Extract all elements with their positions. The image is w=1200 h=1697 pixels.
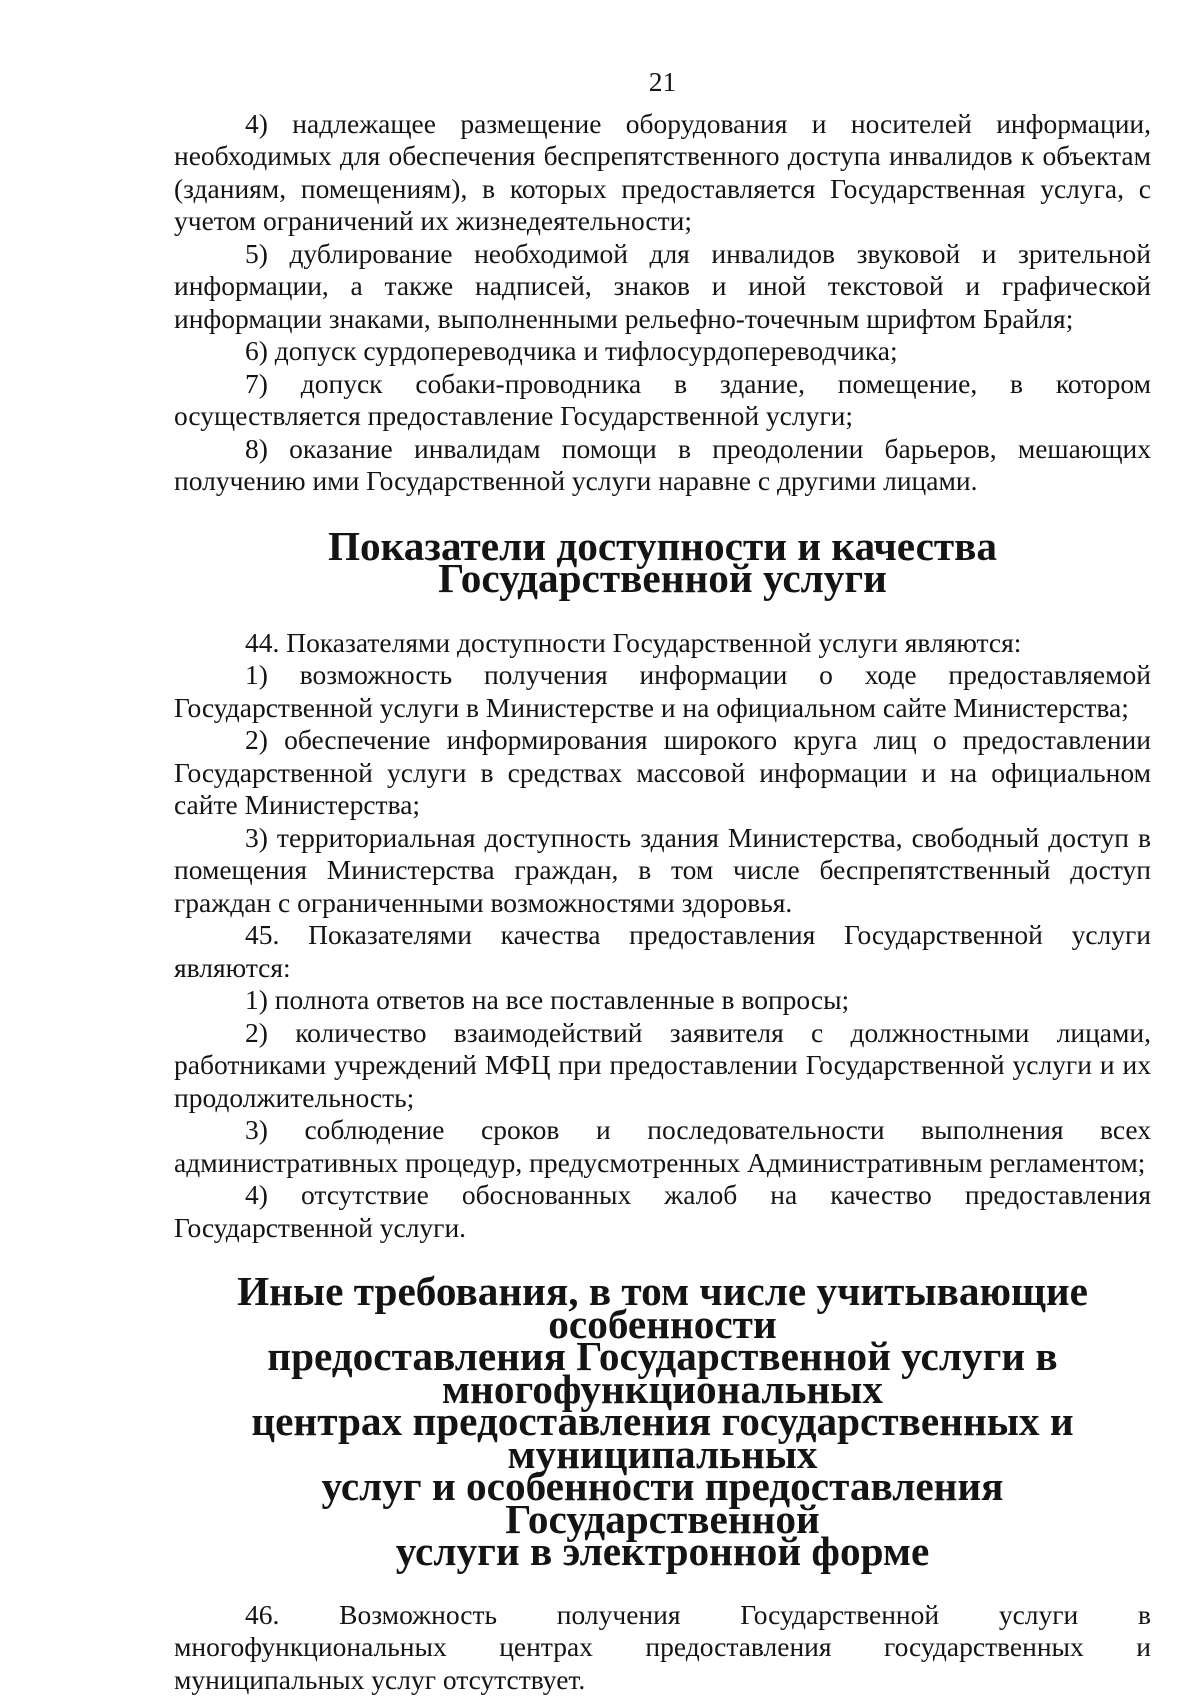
paragraph: 46. Возможность получения Государственной услуги в многофункциональных центрах предоставления государственных и муниципальных услуг отсутствует. (174, 1598, 1151, 1695)
heading-line: центрах предоставления государственных и муниципальных (251, 1398, 1074, 1477)
paragraph: 2) обеспечение информирования широкого круга лиц о предоставлении Государственной услуги в средствах массовой информации и на официальном сайте Министерства; (174, 724, 1151, 820)
paragraph: 7) допуск собаки-проводника в здание, помещение, в котором осуществляется предоставление Государственной услуги; (174, 367, 1151, 431)
paragraph: 8) оказание инвалидам помощи в преодолении барьеров, мешающих получению ими Государственной услуги наравне с другими лицами. (174, 432, 1151, 496)
heading-line: предоставления Государственной услуги в многофункциональных (267, 1333, 1058, 1412)
section-heading-indicators: Показатели доступности и качества Государственной услуги (327, 522, 998, 601)
section-other-requirements (174, 1599, 1151, 1697)
paragraph: 6) допуск сурдопереводчика и тифлосурдопереводчика; (245, 335, 898, 366)
paragraph: 45. Показателями качества предоставления Государственной услуги являются: (174, 919, 1151, 983)
page-number: 21 (648, 66, 677, 97)
paragraph: 3) соблюдение сроков и последовательности выполнения всех административных процедур, предусмотренных Административным регламентом; (174, 1114, 1151, 1178)
paragraph: 5) дублирование необходимой для инвалидов звуковой и зрительной информации, а также надписей, знаков и иной текстовой и графической информации знаками, выполненными рельефно-точечным шрифтом Брайля; (174, 237, 1151, 334)
paragraph: 4) отсутствие обоснованных жалоб на качество предоставления Государственной услуги. (174, 1179, 1151, 1243)
paragraph: 1) возможность получения информации о ходе предоставляемой Государственной услуги в Министерстве и на официальном сайте Министерства; (174, 659, 1151, 723)
section-heading-other-requirements (174, 1268, 1151, 1574)
section-indicators (174, 627, 1151, 1245)
paragraph: 4) надлежащее размещение оборудования и носителей информации, необходимых для обеспечения беспрепятственного доступа инвалидов к объектам (зданиям, помещениям), в которых предоставляется Государственная услуга, с учетом ограничений их жизнедеятельности; (174, 107, 1151, 236)
paragraph: 44. Показателями доступности Государственной услуги являются: (245, 626, 1022, 658)
document-page (174, 66, 1151, 1696)
heading-line: услуги в электронной форме (395, 1528, 930, 1574)
paragraph: 1) полнота ответов на все поставленные в вопросы; (245, 984, 850, 1015)
heading-line: Иные требования, в том числе учитывающие особенности (237, 1268, 1088, 1347)
paragraph: 3) территориальная доступность здания Министерства, свободный доступ в помещения Министерства граждан, в том числе беспрепятственный доступ граждан с ограниченными возможностями здоровья. (174, 821, 1151, 918)
paragraph: 2) количество взаимодействий заявителя с должностными лицами, работниками учреждений МФЦ при предоставлении Государственной услуги и их продолжительность; (174, 1016, 1151, 1113)
heading-line: услуг и особенности предоставления Государственной (321, 1463, 1004, 1542)
section-accessibility-requirements (174, 108, 1151, 498)
